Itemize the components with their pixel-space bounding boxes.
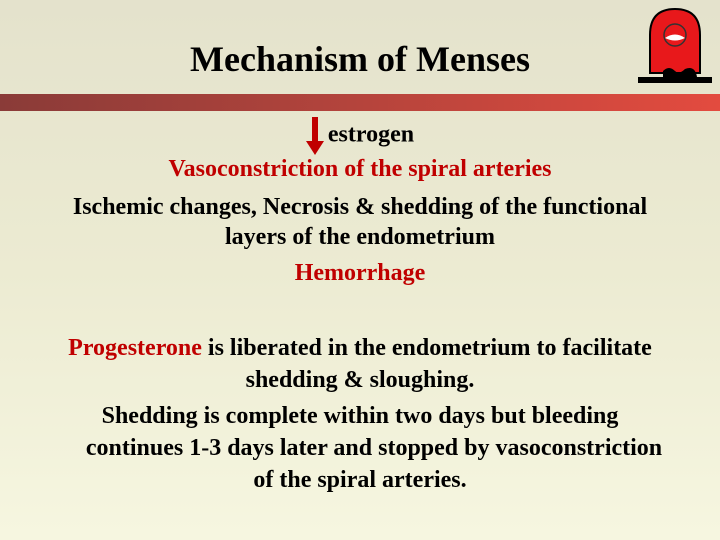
progesterone-line-2: shedding & sloughing. xyxy=(245,367,475,393)
hemorrhage-line: Hemorrhage xyxy=(294,260,426,286)
shedding-line-1: Shedding is complete within two days but bleeding xyxy=(101,403,619,429)
progesterone-rest: is liberated in the endometrium to facilitate xyxy=(201,335,652,361)
shedding-line-3: of the spiral arteries. xyxy=(253,467,467,493)
estrogen-text: estrogen xyxy=(327,121,415,148)
university-crest-logo xyxy=(635,5,715,85)
page-title: Mechanism of Menses xyxy=(190,39,530,79)
ischemic-line-1: Ischemic changes, Necrosis & shedding of the functional xyxy=(72,194,648,220)
progesterone-line xyxy=(0,333,720,364)
estrogen-line xyxy=(0,117,720,155)
shedding-line-2: continues 1-3 days later and stopped by vasoconstriction xyxy=(85,435,663,461)
down-arrow-icon xyxy=(306,117,324,155)
vasoconstriction-line: Vasoconstriction of the spiral arteries xyxy=(168,156,552,182)
ischemic-line-2: layers of the endometrium xyxy=(225,224,495,250)
progesterone-word: Progesterone xyxy=(68,335,202,361)
title-divider-bar xyxy=(0,94,720,111)
